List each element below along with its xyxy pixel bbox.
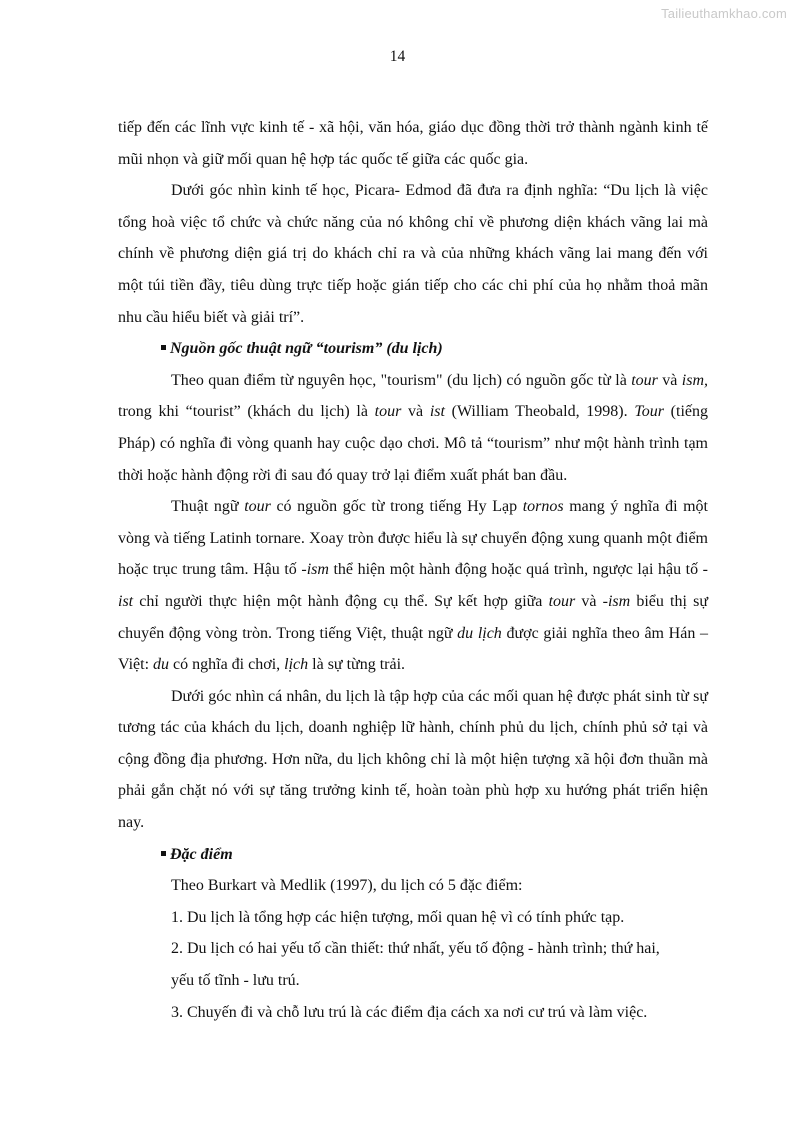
section-heading-origin-text: Nguồn gốc thuật ngữ “tourism” (du lịch) (170, 340, 443, 358)
italic-term: tour (631, 371, 658, 389)
text-run: là sự từng trải. (308, 656, 406, 674)
italic-term: tour (374, 403, 402, 421)
italic-term: tornos (522, 498, 564, 516)
text-run: Thuật ngữ (171, 498, 245, 516)
italic-term: tour (244, 498, 271, 516)
paragraph-3 (118, 365, 708, 491)
text-run: Theo quan điểm từ nguyên học, "tourism" (du lịch) có nguồn gốc từ là (171, 371, 632, 389)
square-bullet-icon (161, 345, 166, 350)
italic-term: -ism (301, 561, 329, 579)
list-item-1: 1. Du lịch là tổng hợp các hiện tượng, mối quan hệ vì có tính phức tạp. (171, 908, 625, 926)
text-run: (tiếng Pháp) có nghĩa đi vòng quanh hay cuộc dạo chơi. Mô tả “tourism” như một hành trình tạm thời hoặc hành động rời đi sau đó quay trở lại điểm xuất phát ban đầu. (118, 403, 709, 484)
text-run: và (575, 592, 603, 610)
document-body (118, 112, 708, 1028)
section-heading-characteristics-text: Đặc điểm (170, 845, 233, 863)
text-run: có nghĩa đi chơi, (169, 656, 285, 674)
text-run: và (401, 403, 430, 421)
paragraph-2-text: Dưới góc nhìn kinh tế học, Picara- Edmod đã đưa ra định nghĩa: “Du lịch là việc tổng hoà việc tổ chức và chức năng của nó không chỉ về phương diện khách vãng lai mà chính về phương diện giá trị do khách chỉ ra và của những khách vãng lai mang đến với một túi tiền đầy, tiêu dùng trực tiếp hoặc gián tiếp cho các chi phí của họ nhằm thoả mãn nhu cầu hiểu biết và giải trí”. (118, 182, 708, 326)
list-item-2-line-2: yếu tố tĩnh - lưu trú. (171, 972, 300, 990)
watermark-text: Tailieuthamkhao.com (661, 6, 787, 21)
italic-term: lịch (284, 656, 309, 674)
paragraph-6 (118, 870, 708, 902)
text-run: chỉ người thực hiện một hành động cụ thể. Sự kết hợp giữa (133, 592, 549, 610)
italic-term: tour (548, 592, 576, 610)
italic-term: Tour (634, 403, 664, 421)
italic-term: du lịch (457, 624, 502, 642)
paragraph-5-text: Dưới góc nhìn cá nhân, du lịch là tập hợp của các mối quan hệ được phát sinh từ sự tương tác của khách du lịch, doanh nghiệp lữ hành, chính phủ du lịch, chính phủ sở tại và cộng đồng địa phương. Hơn nữa, du lịch không chỉ là một hiện tượng xã hội đơn thuần mà phải gắn chặt nó với sự tăng trưởng kinh tế, hoàn toàn phù hợp xu hướng phát triển hiện nay. (118, 687, 708, 832)
section-heading-origin (118, 333, 708, 365)
list-item-2-line-1: 2. Du lịch có hai yếu tố cần thiết: thứ nhất, yếu tố động - hành trình; thứ hai, (171, 940, 660, 958)
italic-term: -ist (118, 561, 708, 610)
text-run: mang ý nghĩa đi một vòng và tiếng Latinh tornare. Xoay tròn được hiểu là sự chuyển động xung quanh một điểm hoặc trục trung tâm. Hậu tố (118, 498, 708, 579)
page-number: 14 (389, 48, 406, 65)
text-run: biểu thị sự chuyển động vòng tròn. Trong tiếng Việt, thuật ngữ (118, 592, 708, 642)
text-run: trong khi “tourist” (khách du lịch) là (118, 403, 375, 421)
text-run: được giải nghĩa theo âm Hán – Việt: (118, 624, 708, 674)
italic-term: ist (429, 403, 445, 421)
text-run: (William Theobald, 1998). (444, 403, 635, 421)
italic-term: ism, (681, 371, 708, 389)
paragraph-1 (118, 112, 708, 175)
list-item-3: 3. Chuyến đi và chỗ lưu trú là các điểm địa cách xa nơi cư trú và làm việc. (171, 1003, 648, 1021)
square-bullet-icon (161, 851, 166, 856)
italic-term: -ism (602, 592, 631, 610)
paragraph-4 (118, 491, 708, 681)
text-run: có nguồn gốc từ trong tiếng Hy Lạp (270, 498, 523, 516)
section-heading-characteristics (118, 839, 708, 871)
paragraph-2 (118, 175, 708, 333)
paragraph-6-text: Theo Burkart và Medlik (1997), du lịch có 5 đặc điểm: (171, 877, 523, 895)
text-run: và (657, 371, 682, 389)
paragraph-5 (118, 681, 708, 839)
paragraph-1-text: tiếp đến các lĩnh vực kinh tế - xã hội, văn hóa, giáo dục đồng thời trở thành ngành kinh tế mũi nhọn và giữ mối quan hệ hợp tác quốc tế giữa các quốc gia. (118, 119, 708, 168)
italic-term: du (153, 656, 170, 674)
text-run: thể hiện một hành động hoặc quá trình, ngược lại hậu tố (328, 561, 703, 579)
